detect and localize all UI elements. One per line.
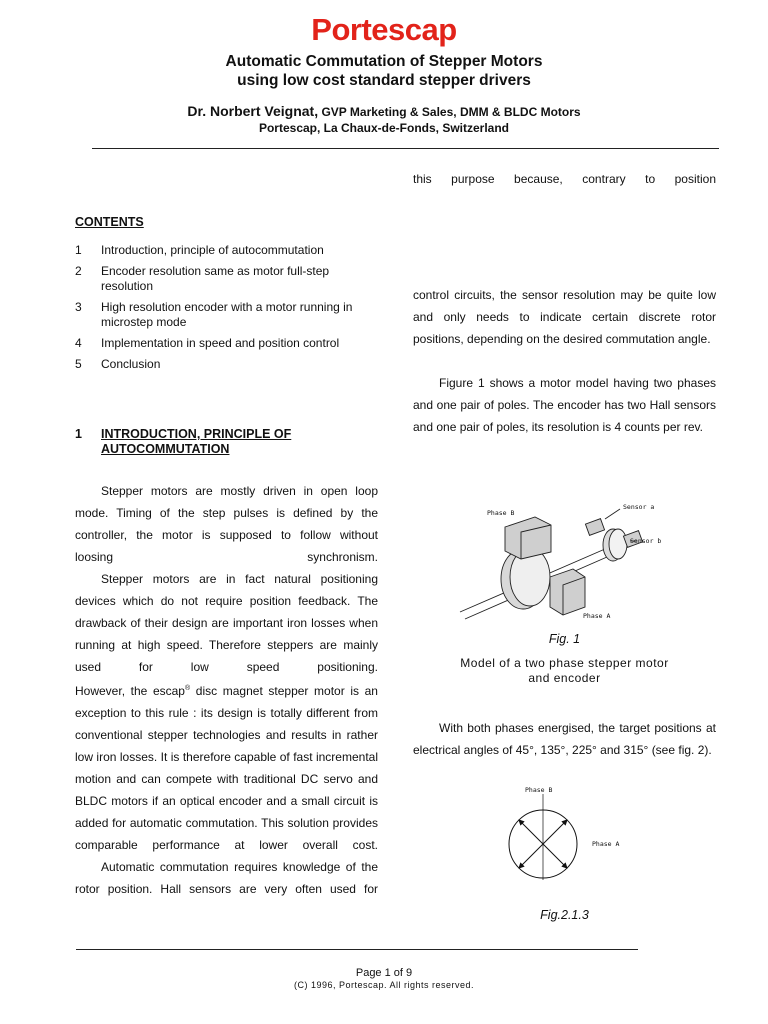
right-column-body xyxy=(413,284,716,460)
figure-1-caption: Fig. 1 xyxy=(548,632,581,646)
footer-divider xyxy=(76,949,638,950)
copyright-notice: (C) 1996, Portescap. All rights reserved. xyxy=(293,980,475,990)
toc-text: High resolution encoder with a motor running in microstep mode xyxy=(101,300,353,329)
title-line-2: using low cost standard stepper drivers xyxy=(237,72,531,89)
toc-item xyxy=(75,264,378,294)
toc-item xyxy=(75,357,378,372)
figure-2-caption: Fig.2.1.3 xyxy=(540,908,589,922)
figure-1-description-line: and encoder xyxy=(528,671,601,685)
toc-text: Implementation in speed and position control xyxy=(101,336,340,350)
label-sensor-a: Sensor a xyxy=(623,503,655,511)
paragraph: Automatic commutation requires knowledge of the rotor position. Hall sensors are very often used for xyxy=(75,860,378,896)
author-role: GVP Marketing & Sales, DMM & BLDC Motors xyxy=(318,105,581,119)
paragraph: Figure 1 shows a motor model having two phases and one pair of poles. The encoder has two Hall sensors and one pair of poles, its resolution is 4 counts per rev. xyxy=(413,376,716,434)
toc-number: 4 xyxy=(75,336,82,350)
phase-a-stator xyxy=(550,569,585,615)
toc-text: Conclusion xyxy=(101,357,161,371)
registered-mark: ® xyxy=(184,685,191,692)
portescap-logo: Portescap xyxy=(311,12,457,47)
section-1-body xyxy=(75,480,378,900)
label-phase-b: Phase B xyxy=(487,509,515,517)
page-footer xyxy=(0,967,768,991)
paragraph: Stepper motors are in fact natural positioning devices which do not require position feedback. The drawback of their design are important iron losses when running at high speed. Therefore steppers are mainly used for low speed positioning. xyxy=(75,572,378,674)
paragraph: Stepper motors are mostly driven in open loop mode. Timing of the step pulses is defined by the controller, the motor is supposed to follow without loosing synchronism. xyxy=(75,484,378,564)
toc-number: 2 xyxy=(75,264,82,278)
vector-135 xyxy=(519,820,543,844)
label-phase-b: Phase B xyxy=(525,786,553,794)
paragraph-text: disc magnet stepper motor is an exception to this rule : its design is totally different from conventional stepper technologies and results in rather low iron losses. It is therefore capable of fast incremental motion and can compete with traditional DC servo and BLDC motors if an optical encoder and a small circuit is added for automatic commutation. This solution provides comparable performance at lower overall cost. xyxy=(75,684,378,852)
paragraph-text: However, the escap xyxy=(75,684,185,698)
figure-1-description xyxy=(413,656,716,686)
label-phase-a: Phase A xyxy=(592,840,620,848)
motor-model-figure xyxy=(455,497,685,625)
vector-225 xyxy=(519,844,543,868)
toc-number: 3 xyxy=(75,300,82,314)
author-affiliation: Portescap, La Chaux-de-Fonds, Switzerland xyxy=(258,121,510,135)
contents-heading: CONTENTS xyxy=(75,215,144,229)
sensor-a-block xyxy=(585,519,604,536)
label-phase-a: Phase A xyxy=(583,612,611,620)
section-title: INTRODUCTION, PRINCIPLE OF AUTOCOMMUTATION xyxy=(101,427,292,456)
phase-vector-diagram xyxy=(498,784,638,884)
label-sensor-b: Sensor b xyxy=(630,537,662,545)
paragraph xyxy=(75,678,378,856)
figure-1-description-line: Model of a two phase stepper motor xyxy=(460,656,669,670)
paragraph: With both phases energised, the target positions at electrical angles of 45°, 135°, 225° and 315° (see fig. 2). xyxy=(413,721,716,757)
toc-text: Encoder resolution same as motor full-step resolution xyxy=(101,264,330,293)
toc-text: Introduction, principle of autocommutation xyxy=(101,243,324,257)
sensor-a-leader xyxy=(605,509,620,519)
vector-315 xyxy=(543,844,567,868)
toc-item xyxy=(75,243,378,258)
author-block xyxy=(0,103,768,136)
document-title xyxy=(0,52,768,90)
paragraph: this purpose because, contrary to position xyxy=(413,172,716,186)
toc-item xyxy=(75,336,378,351)
sensor-disc-face xyxy=(609,529,627,559)
title-line-1: Automatic Commutation of Stepper Motors xyxy=(225,53,543,70)
toc-number: 5 xyxy=(75,357,82,371)
paragraph: control circuits, the sensor resolution may be quite low and only needs to indicate certain discrete rotor positions, depending on the desired commutation angle. xyxy=(413,288,716,346)
section-1-heading xyxy=(75,427,378,457)
phase-b-stator xyxy=(505,517,551,559)
header-divider xyxy=(92,148,719,149)
toc-item xyxy=(75,300,378,330)
author-name: Dr. Norbert Veignat, xyxy=(187,103,319,119)
table-of-contents xyxy=(75,243,378,378)
toc-number: 1 xyxy=(75,243,82,257)
vector-45 xyxy=(543,820,567,844)
page-number: Page 1 of 9 xyxy=(355,967,413,979)
section-number: 1 xyxy=(75,427,82,441)
